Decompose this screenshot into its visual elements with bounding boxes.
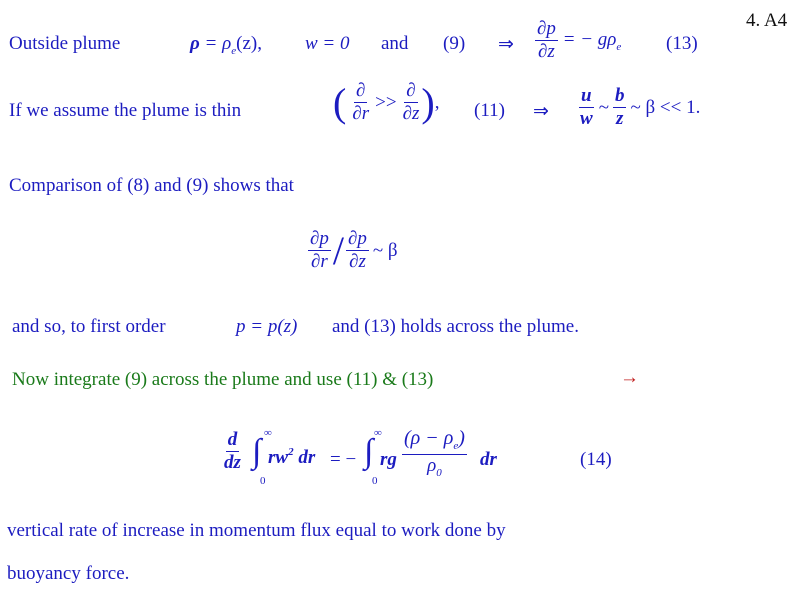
integral-sign-1: ∫ [252, 433, 262, 470]
pressure-function: p = p(z) [236, 316, 298, 337]
upper-limit-1: ∞ [264, 427, 272, 439]
u-over-w [578, 85, 595, 130]
dp-numerator-r: ∂p [310, 228, 329, 249]
dz-denominator: ∂z [538, 41, 555, 62]
tilde-1: ~ [598, 96, 609, 118]
pressure-gradient-ratio [308, 228, 398, 273]
integral-sign-2: ∫ [364, 433, 374, 470]
subscript-0: 0 [436, 467, 442, 479]
w-equals-zero: w = 0 [305, 33, 350, 54]
density-difference [402, 425, 467, 455]
left-paren: ( [333, 79, 347, 125]
dp-dz-fraction [535, 18, 558, 63]
dr-term-1: dr [298, 447, 316, 468]
ref-eq-11: (11) [474, 100, 505, 121]
and-word-1: and [381, 33, 409, 54]
dp-numerator: ∂p [537, 18, 556, 39]
z-argument: (z), [236, 33, 262, 54]
interpretation-line-2: buoyancy force. [7, 563, 130, 584]
upper-limit-2: ∞ [374, 427, 382, 439]
page-number: 4. A4 [746, 10, 788, 31]
buoyancy-fraction [402, 425, 467, 479]
outside-plume-label: Outside plume [9, 33, 121, 54]
b-symbol: b [614, 85, 625, 106]
comparison-sentence: Comparison of (8) and (9) shows that [9, 175, 294, 196]
eq-number-14: (14) [580, 449, 612, 470]
integrand-rg: rg [380, 449, 397, 470]
thin-plume-label: If we assume the plume is thin [9, 100, 242, 121]
lower-limit-1: 0 [260, 475, 266, 487]
rho-zero: ρ [427, 455, 437, 476]
subscript-e-3: e [453, 440, 459, 452]
dr-denominator-r: ∂r [311, 251, 328, 272]
dr-denominator: ∂r [352, 103, 370, 124]
dp-dr-fraction [308, 228, 331, 273]
implies-arrow-1: ⇒ [498, 34, 514, 55]
dz-denominator-2: ∂z [402, 103, 420, 124]
momentum-equation-14 [222, 425, 642, 495]
equals-minus: = − [330, 449, 357, 470]
dr-term-2: dr [480, 449, 497, 470]
dz-denominator-z: ∂z [349, 251, 366, 272]
much-greater-than: >> [375, 91, 397, 113]
d-numerator-1: ∂ [356, 80, 366, 101]
interpretation-line-1: vertical rate of increase in momentum flux equal to work done by [7, 520, 506, 541]
close-paren: ) [458, 427, 465, 449]
rho-minus-rho: (ρ − ρ [404, 427, 454, 449]
dp-dz-fraction-r [346, 228, 369, 273]
subscript-e-2: e [616, 40, 622, 53]
d-dz-fraction [401, 80, 422, 125]
ref-eq-9: (9) [443, 33, 466, 54]
eq-number-13: (13) [666, 33, 698, 54]
d-dr-fraction [350, 80, 371, 125]
tilde-beta: ~ β [372, 239, 398, 261]
w-symbol: w [580, 108, 593, 129]
implies-arrow-2: ⇒ [533, 101, 549, 122]
holds-across-sentence: and (13) holds across the plume. [332, 316, 579, 337]
squared: 2 [288, 446, 294, 458]
d-numerator-2: ∂ [406, 80, 416, 101]
lower-limit-2: 0 [372, 475, 378, 487]
comma: , [434, 91, 440, 113]
thin-plume-condition [333, 80, 439, 125]
reference-density [425, 455, 444, 479]
right-arrow-icon: → [620, 367, 639, 388]
integrate-instruction: Now integrate (9) across the plume and use (11) & (13) [12, 369, 434, 390]
beta-small: ~ β << 1. [630, 96, 701, 118]
first-order-label: and so, to first order [12, 316, 166, 337]
z-symbol: z [616, 108, 624, 129]
scaling-relation [578, 85, 700, 130]
d-numerator: d [227, 429, 238, 450]
minus-g-rho: = − gρ [562, 28, 617, 50]
rw-term: rw [268, 447, 289, 468]
dp-numerator-z: ∂p [348, 228, 367, 249]
dz-denominator-14: dz [224, 452, 241, 473]
subscript-e: e [231, 45, 237, 57]
d-dz-operator [222, 429, 243, 474]
u-symbol: u [581, 85, 592, 106]
hydrostatic-equation [535, 18, 621, 63]
right-paren: ) [421, 79, 435, 125]
density-equation [190, 33, 262, 55]
b-over-z [613, 85, 627, 130]
rho-symbol: ρ [190, 33, 200, 54]
ratio-slash: / [332, 227, 345, 273]
integrand-rw2 [268, 447, 315, 469]
equals-rho-e: = ρ [204, 33, 232, 54]
